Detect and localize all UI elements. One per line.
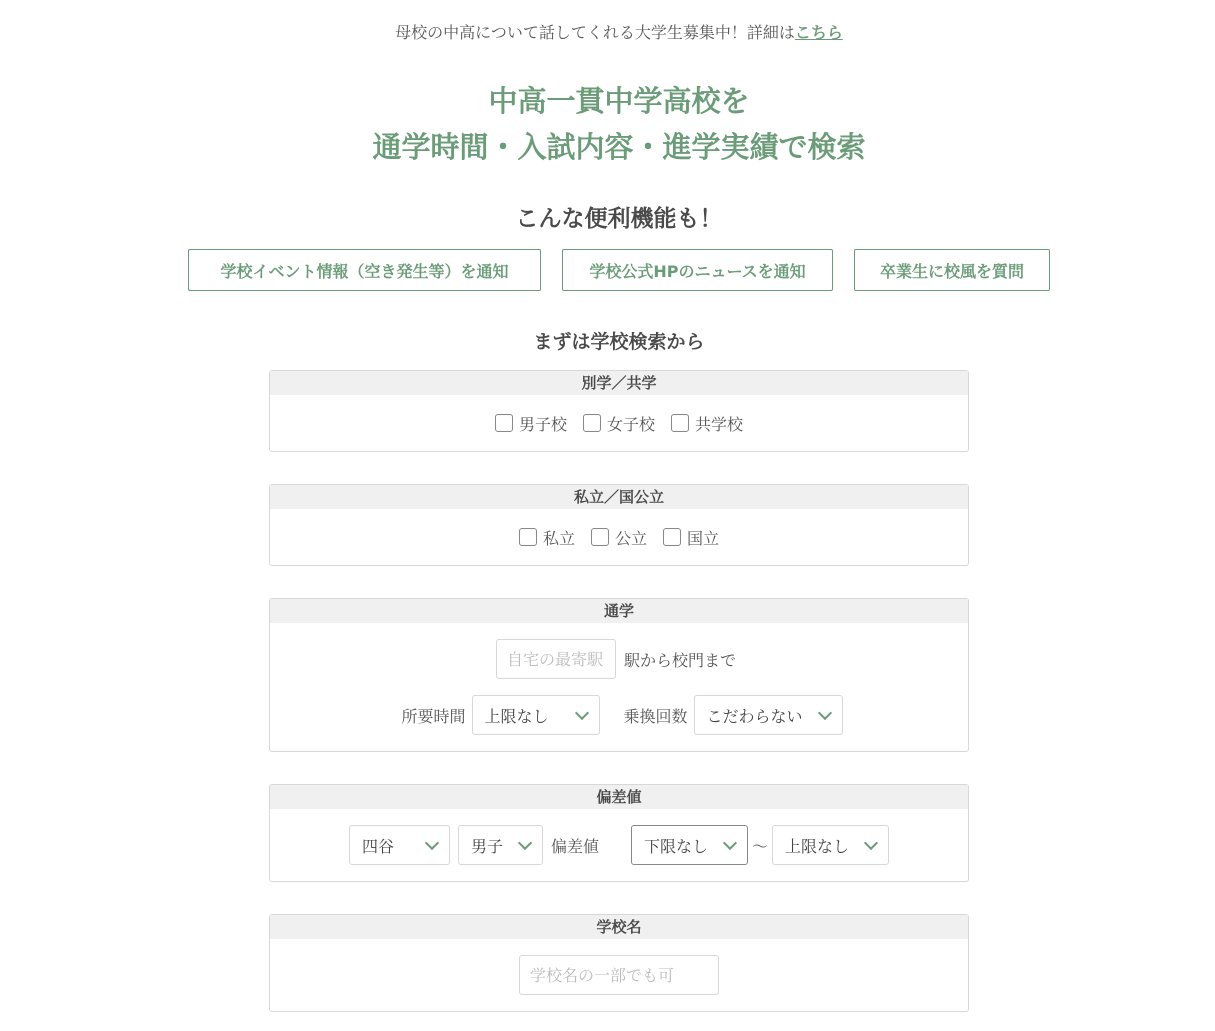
hero-title: [0, 78, 1215, 170]
checkbox-box[interactable]: [519, 528, 537, 546]
recruit-link[interactable]: こちら: [794, 23, 843, 42]
hero-line-1: 中高一貫中学高校を: [488, 84, 750, 118]
deviation-max-value: 上限なし: [785, 836, 850, 856]
coed-school-checkbox[interactable]: [671, 412, 743, 435]
coed-school-label: 共学校: [695, 414, 744, 434]
commute-time-value: 上限なし: [484, 706, 549, 726]
ask-alumni-button[interactable]: 卒業生に校風を質問: [854, 249, 1050, 291]
transfer-count-select[interactable]: [694, 695, 843, 735]
national-checkbox[interactable]: [663, 526, 719, 549]
search-lead: まずは学校検索から: [533, 331, 705, 353]
station-suffix-label: 駅から校門まで: [623, 650, 736, 670]
transfer-count-label: 乗換回数: [623, 706, 688, 726]
deviation-gender-value: 男子: [470, 836, 503, 856]
checkbox-box[interactable]: [495, 414, 513, 432]
school-name-row: [270, 955, 968, 995]
deviation-gender-select[interactable]: [458, 825, 543, 865]
gender-options: [270, 395, 968, 451]
event-notify-button[interactable]: 学校イベント情報（空き発生等）を通知: [188, 249, 541, 291]
recruit-notice-text: 母校の中高について話してくれる大学生募集中！詳細は: [395, 23, 795, 42]
deviation-panel-title: 偏差値: [270, 785, 968, 809]
chevron-down-icon: [425, 836, 439, 850]
deviation-panel: [269, 784, 969, 882]
checkbox-box[interactable]: [663, 528, 681, 546]
school-name-panel-title: 学校名: [270, 915, 968, 939]
gender-panel: [269, 370, 969, 452]
school-type-options: [270, 509, 968, 565]
home-station-input[interactable]: [496, 639, 616, 679]
boys-school-checkbox[interactable]: [495, 412, 567, 435]
range-tilde: 〜: [752, 836, 769, 856]
deviation-min-value: 下限なし: [644, 836, 709, 856]
national-label: 国立: [687, 528, 720, 548]
public-checkbox[interactable]: [591, 526, 647, 549]
hero-line-2: 通学時間・入試内容・進学実績で検索: [372, 130, 866, 164]
chevron-down-icon: [817, 706, 831, 720]
commute-panel-title: 通学: [270, 599, 968, 623]
chevron-down-icon: [723, 836, 737, 850]
girls-school-checkbox[interactable]: [583, 412, 655, 435]
deviation-max-select[interactable]: [772, 825, 889, 865]
station-row: [270, 639, 968, 679]
exam-source-select[interactable]: [349, 825, 450, 865]
checkbox-box[interactable]: [591, 528, 609, 546]
exam-source-value: 四谷: [361, 836, 394, 856]
features-title: こんな便利機能も！: [515, 206, 723, 232]
gender-panel-title: 別学／共学: [270, 371, 968, 395]
private-label: 私立: [542, 528, 575, 548]
transfer-count-value: こだわらない: [706, 706, 803, 726]
commute-time-label: 所要時間: [401, 706, 466, 726]
commute-panel: [269, 598, 969, 752]
school-name-panel: [269, 914, 969, 1012]
deviation-min-select[interactable]: [631, 825, 748, 865]
checkbox-box[interactable]: [671, 414, 689, 432]
deviation-row: [270, 825, 968, 865]
chevron-down-icon: [518, 836, 532, 850]
chevron-down-icon: [574, 706, 588, 720]
girls-school-label: 女子校: [606, 414, 655, 434]
boys-school-label: 男子校: [518, 414, 567, 434]
checkbox-box[interactable]: [583, 414, 601, 432]
deviation-label: 偏差値: [550, 836, 599, 856]
school-type-panel-title: 私立／国公立: [270, 485, 968, 509]
recruit-notice: [0, 20, 1215, 43]
news-notify-button[interactable]: 学校公式HPのニュースを通知: [562, 249, 833, 291]
commute-time-select[interactable]: [472, 695, 600, 735]
commute-conditions-row: [270, 695, 968, 735]
chevron-down-icon: [864, 836, 878, 850]
public-label: 公立: [614, 528, 647, 548]
school-name-input[interactable]: [519, 955, 719, 995]
school-type-panel: [269, 484, 969, 566]
private-checkbox[interactable]: [519, 526, 575, 549]
